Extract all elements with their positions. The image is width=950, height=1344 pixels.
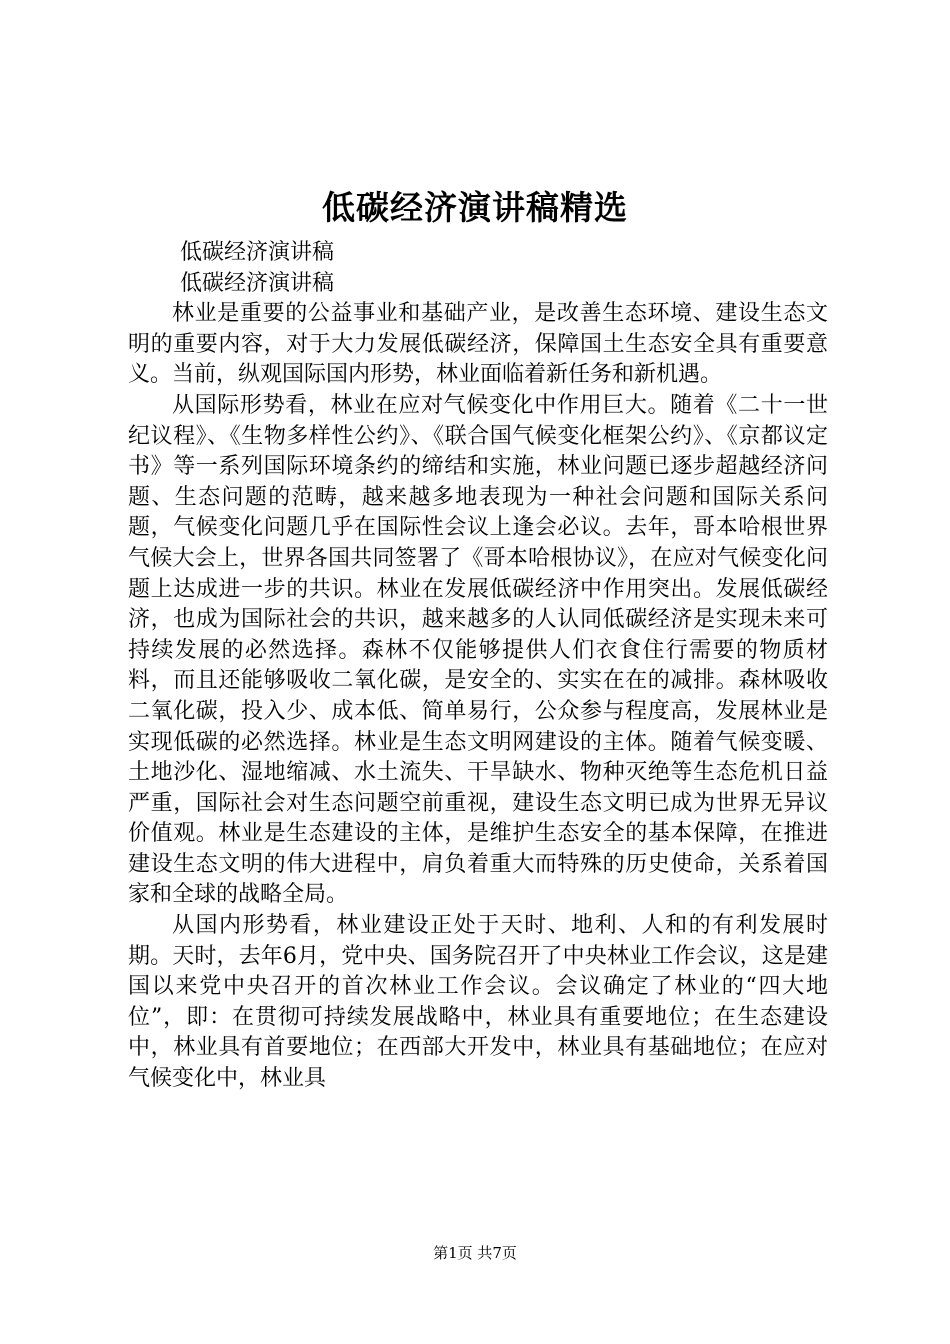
paragraph-1: 林业是重要的公益事业和基础产业，是改善生态环境、建设生态文明的重要内容，对于大力发展低碳经济，保障国土生态安全具有重要意义。当前，纵观国际国内形势，林业面临着新任务和新机遇。	[128, 301, 828, 388]
paragraph-2: 从国际形势看，林业在应对气候变化中作用巨大。随着《二十一世纪议程》、《生物多样性公约》、《联合国气候变化框架公约》、《京都议定书》等一系列国际环境条约的缔结和实施，林业问题已逐步超越经济问题、生态问题的范畴，越来越多地表现为一种社会问题和国际关系问题，气候变化问题几乎在国际性会议上逢会必议。去年，哥本哈根世界气候大会上，世界各国共同签署了《哥本哈根协议》，在应对气候变化问题上达成进一步的共识。林业在发展低碳经济中作用突出。发展低碳经济，也成为国际社会的共识，越来越多的人认同低碳经济是实现未来可持续发展的必然选择。森林不仅能够提供人们衣食住行需要的物质材料，而且还能够吸收二氧化碳，是安全的、实实在在的减排。森林吸收二氧化碳，投入少、成本低、简单易行，公众参与程度高，发展林业是实现低碳的必然选择。林业是生态文明网建设的主体。随着气候变暖、土地沙化、湿地缩减、水土流失、干旱缺水、物种灭绝等生态危机日益严重，国际社会对生态问题空前重视，建设生态文明已成为世界无异议价值观。林业是生态建设的主体，是维护生态安全的基本保障，在推进建设生态文明的伟大进程中，肩负着重大而特殊的历史使命，关系着国家和全球的战略全局。	[128, 392, 828, 908]
document-body	[128, 238, 828, 1095]
subheading-2: 低碳经济演讲稿	[180, 270, 335, 296]
paragraph-3: 从国内形势看，林业建设正处于天时、地利、人和的有利发展时期。天时，去年6月，党中央、国务院召开了中央林业工作会议，这是建国以来党中央召开的首次林业工作会议。会议确定了林业的“四大地位”，即：在贯彻可持续发展战略中，林业具有重要地位；在生态建设中，林业具有首要地位；在西部大开发中，林业具有基础地位；在应对气候变化中，林业具	[128, 913, 828, 1092]
document-title: 低碳经济演讲稿精选	[322, 188, 628, 227]
page-footer: 第1页 共7页	[433, 1244, 517, 1262]
subheading-1: 低碳经济演讲稿	[180, 240, 335, 265]
